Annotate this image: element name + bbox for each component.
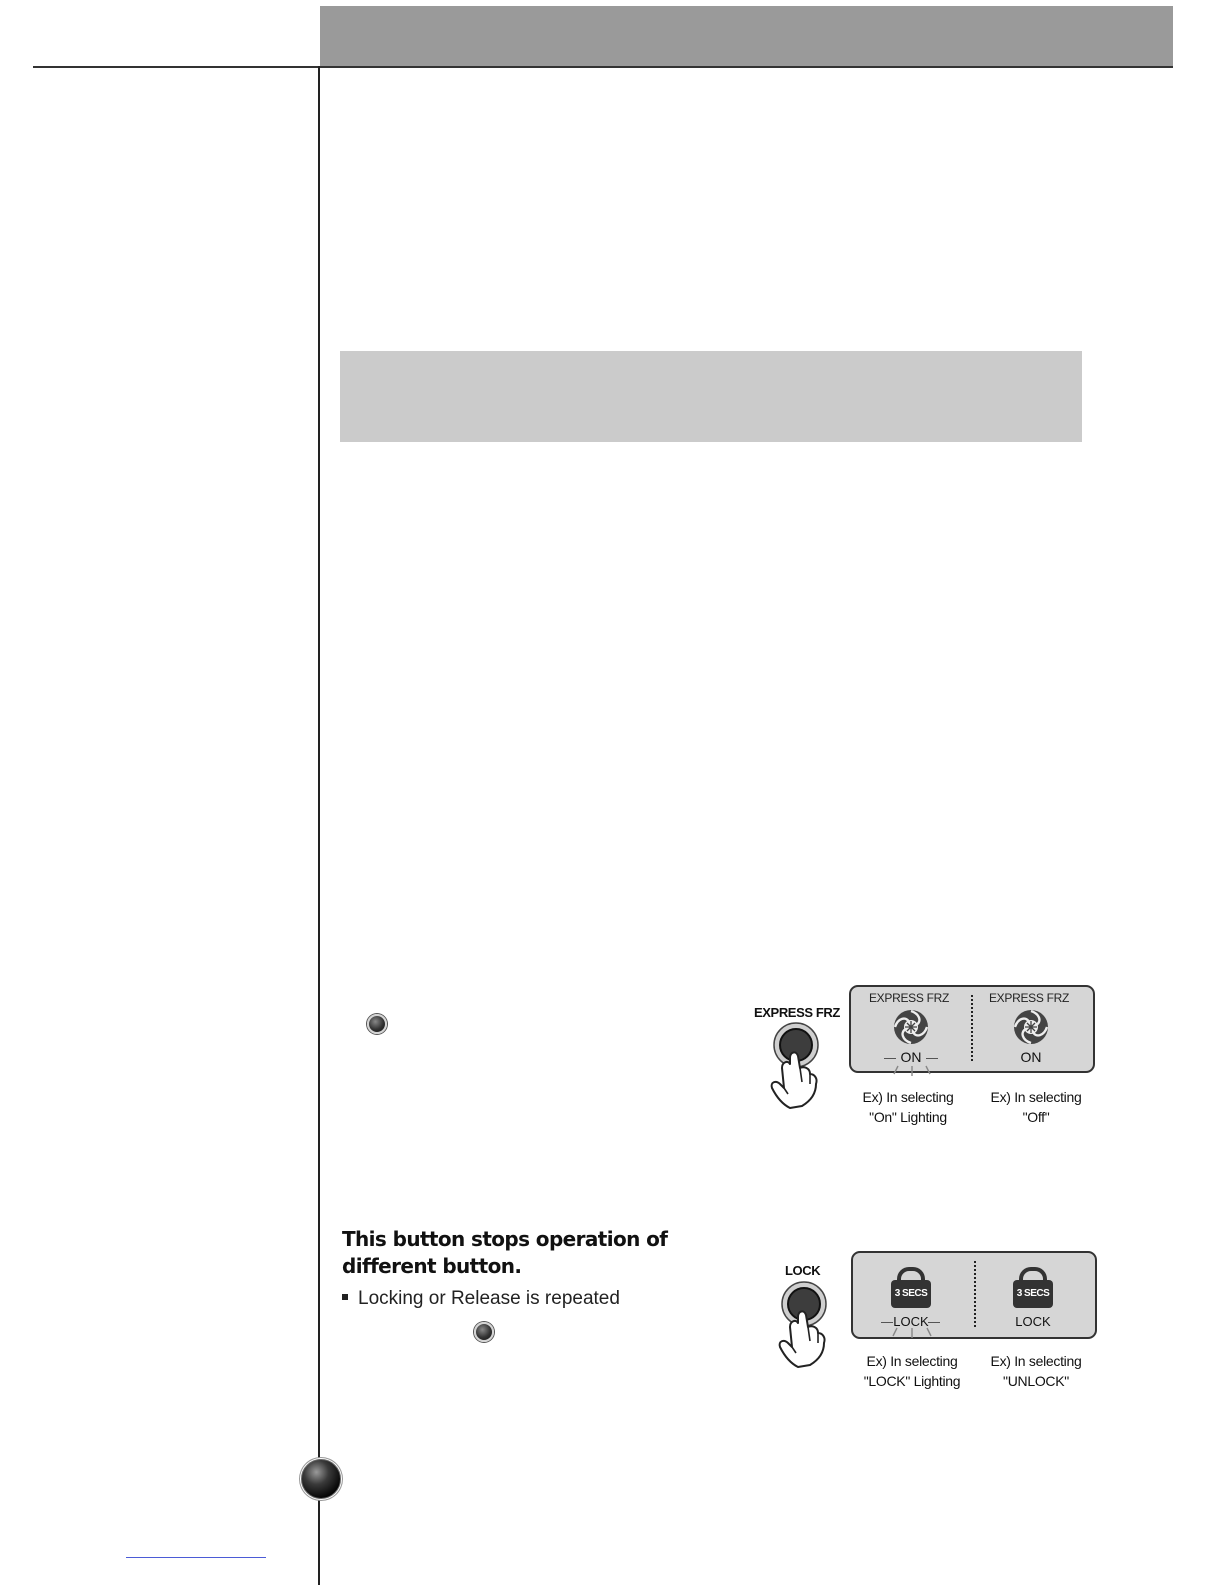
express-frz-button-with-hand-icon[interactable] — [760, 1022, 830, 1112]
lighting-rays-icon — [892, 1064, 932, 1078]
header-rule — [33, 66, 1173, 68]
lock-button-with-hand-icon[interactable] — [768, 1281, 838, 1371]
express-frz-caption-left — [850, 1087, 966, 1127]
lock-display-panel — [851, 1251, 1097, 1339]
margin-rule — [318, 66, 320, 1585]
lock-caption-left — [852, 1351, 972, 1391]
express-frz-button-label: EXPRESS FRZ — [754, 1005, 840, 1020]
lighting-indicator-line — [884, 1058, 896, 1059]
lock-section-heading: This button stops operation of different button. — [342, 1227, 668, 1278]
lock-bullet-text: Locking or Release is repeated — [358, 1288, 620, 1309]
caption-line: Ex) In selecting — [990, 1089, 1082, 1105]
section-heading-band — [340, 351, 1082, 442]
inline-button-icon — [474, 1322, 494, 1342]
caption-line: Ex) In selecting — [990, 1353, 1082, 1369]
lighting-indicator-line — [926, 1058, 938, 1059]
express-frz-panel-right-status: ON — [1020, 1049, 1042, 1065]
padlock-icon: 3 SECS — [1013, 1280, 1053, 1308]
snowflake-fan-icon — [1012, 1008, 1050, 1046]
snowflake-fan-icon — [892, 1008, 930, 1046]
header-bar — [320, 6, 1173, 66]
panel-divider — [971, 995, 973, 1061]
caption-line: "LOCK" Lighting — [863, 1373, 961, 1389]
express-frz-caption-right — [978, 1087, 1094, 1127]
caption-line: "On" Lighting — [869, 1109, 947, 1125]
lock-panel-left-status: LOCK — [893, 1314, 929, 1329]
lock-panel-right-status: LOCK — [1015, 1314, 1051, 1329]
express-frz-panel-left-title: EXPRESS FRZ — [868, 991, 950, 1005]
express-frz-panel-right-title: EXPRESS FRZ — [988, 991, 1070, 1005]
page-dot-icon — [301, 1459, 341, 1499]
lock-button-label: LOCK — [785, 1263, 821, 1278]
caption-line: Ex) In selecting — [866, 1353, 958, 1369]
inline-button-icon — [367, 1014, 387, 1034]
caption-line: Ex) In selecting — [862, 1089, 954, 1105]
bullet-square-icon — [342, 1294, 348, 1300]
panel-divider — [974, 1261, 976, 1327]
caption-line: "Off" — [1022, 1109, 1050, 1125]
footer-link-underline[interactable] — [126, 1557, 266, 1558]
padlock-icon: 3 SECS — [891, 1280, 931, 1308]
express-frz-panel-left-status: ON — [900, 1049, 922, 1065]
lock-bullet-item — [342, 1288, 620, 1310]
lock-caption-right — [978, 1351, 1094, 1391]
caption-line: "UNLOCK" — [1003, 1373, 1069, 1389]
